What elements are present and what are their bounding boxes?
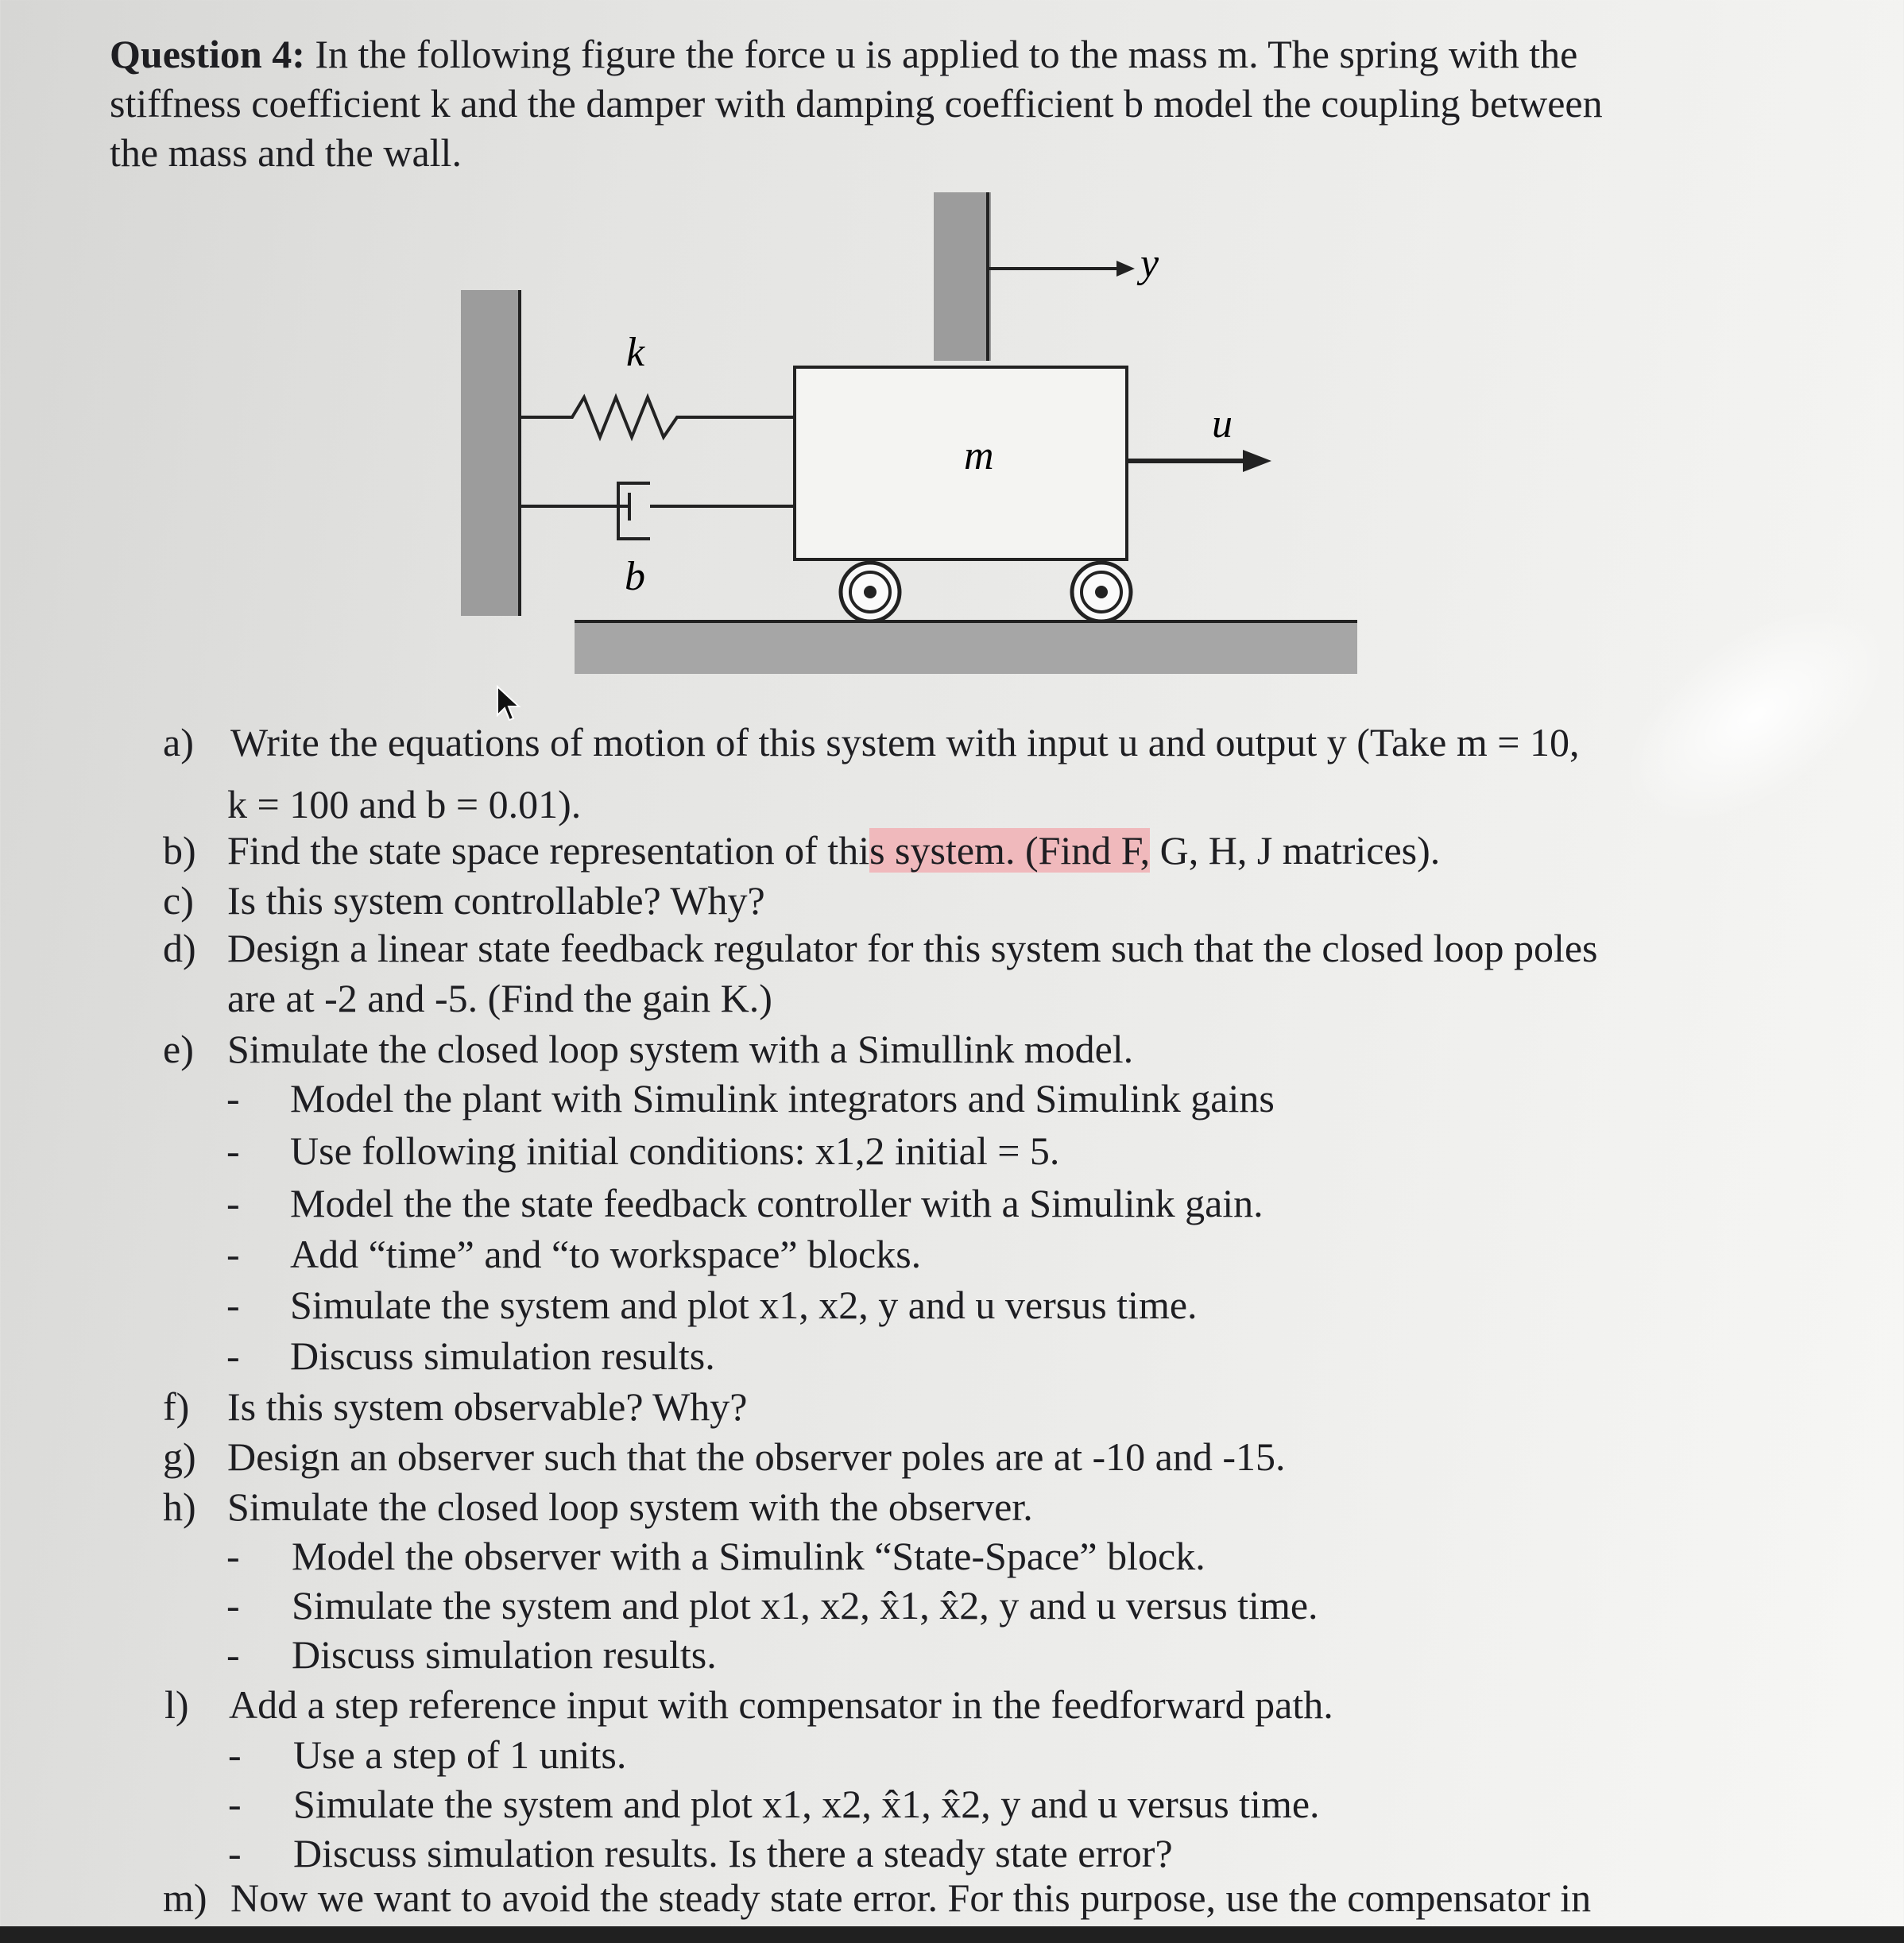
- item-letter: m): [163, 1875, 207, 1920]
- dash-bullet: -: [226, 1181, 240, 1225]
- sub-item-text: Discuss simulation results. Is there a steady state error?: [293, 1831, 1173, 1875]
- item-text: Now we want to avoid the steady state error. For this purpose, use the compensator in: [230, 1875, 1592, 1920]
- question-intro-1: In the following figure the force u is applied to the mass m. The spring with the: [315, 32, 1578, 76]
- dash-bullet: -: [228, 1732, 242, 1777]
- screen-bezel: [0, 1926, 1904, 1943]
- dash-bullet: -: [226, 1583, 240, 1628]
- item-text: Simulate the closed loop system with the observer.: [227, 1484, 1033, 1529]
- item-letter: c): [163, 878, 194, 923]
- item-b: [0, 826, 1904, 874]
- label-u: u: [1212, 401, 1233, 447]
- sub-item-text: Discuss simulation results.: [290, 1333, 715, 1378]
- dash-bullet: -: [226, 1534, 240, 1578]
- left-wall: [461, 290, 518, 616]
- dash-bullet: -: [226, 1076, 240, 1121]
- sub-item-text: Model the plant with Simulink integrators and Simulink gains: [290, 1076, 1275, 1121]
- question-line-3: the mass and the wall.: [110, 130, 462, 175]
- sub-item-text: Simulate the system and plot x1, x2, x̂1, x̂2, y and u versus time.: [292, 1583, 1318, 1628]
- top-wall: [934, 192, 991, 361]
- dash-bullet: -: [228, 1831, 242, 1875]
- sub-item-text: Use following initial conditions: x1,2 initial = 5.: [290, 1128, 1060, 1173]
- item-letter: h): [163, 1484, 196, 1529]
- sub-item-text: Discuss simulation results.: [292, 1632, 717, 1677]
- item-g: [0, 1433, 1904, 1480]
- item-d-line-2: are at -2 and -5. (Find the gain K.): [227, 976, 772, 1020]
- dash-bullet: -: [226, 1232, 240, 1276]
- question-line-2: stiffness coefficient k and the damper with damping coefficient b model the coupling between: [110, 81, 1603, 126]
- item-m: [0, 1874, 1904, 1922]
- item-text-end: G, H, J matrices).: [1150, 828, 1441, 873]
- item-letter: d): [163, 926, 196, 970]
- item-h: [0, 1483, 1904, 1531]
- ground: [575, 623, 1357, 674]
- item-f: [0, 1383, 1904, 1430]
- mass-block: [795, 367, 1127, 559]
- question-line-1: [110, 30, 1577, 78]
- item-letter: b): [163, 828, 196, 873]
- dash-bullet: -: [226, 1333, 240, 1378]
- label-k: k: [626, 330, 645, 375]
- y-arrow-head: [1116, 261, 1135, 277]
- item-letter: f): [163, 1384, 190, 1429]
- sub-item-text: Model the the state feedback controller with a Simulink gain.: [290, 1181, 1264, 1225]
- dash-bullet: -: [226, 1283, 240, 1327]
- damper: [520, 483, 795, 539]
- dash-bullet: -: [228, 1782, 242, 1826]
- dash-bullet: -: [226, 1128, 240, 1173]
- sub-item-text: Simulate the system and plot x1, x2, x̂1, x̂2, y and u versus time.: [293, 1782, 1320, 1826]
- item-text: Is this system observable? Why?: [227, 1384, 748, 1429]
- item-a: [0, 718, 1904, 766]
- sub-item-text: Use a step of 1 units.: [293, 1732, 627, 1777]
- screen-glare: [1587, 563, 1904, 867]
- wheel-left: [841, 563, 900, 621]
- sub-item-text: Simulate the system and plot x1, x2, y and u versus time.: [290, 1283, 1198, 1327]
- item-text: Simulate the closed loop system with a Simullink model.: [227, 1027, 1134, 1071]
- u-arrow-head: [1243, 450, 1271, 472]
- item-d: [0, 924, 1904, 972]
- label-y: y: [1140, 241, 1159, 286]
- wheel-right: [1072, 563, 1131, 621]
- sub-item-text: Model the observer with a Simulink “State-Space” block.: [292, 1534, 1205, 1578]
- item-l: [0, 1681, 1904, 1728]
- item-letter: g): [163, 1434, 196, 1479]
- item-text: Is this system controllable? Why?: [227, 878, 765, 923]
- question-label: Question 4:: [110, 32, 305, 76]
- mouse-pointer-icon: [494, 685, 523, 723]
- spring: [520, 397, 795, 437]
- label-m: m: [964, 433, 994, 478]
- item-text: Design a linear state feedback regulator for this system such that the closed loop poles: [227, 926, 1598, 970]
- item-text: Find the state space representation of thi: [227, 828, 870, 873]
- item-letter: a): [163, 720, 194, 764]
- highlighted-text: s system. (Find F,: [869, 828, 1151, 873]
- item-e: [0, 1025, 1904, 1073]
- item-text: Write the equations of motion of this system with input u and output y (Take m = 10,: [230, 720, 1580, 764]
- item-text: Add a step reference input with compensator in the feedforward path.: [229, 1682, 1333, 1727]
- item-text: Design an observer such that the observer poles are at -10 and -15.: [227, 1434, 1286, 1479]
- item-a-line-2: k = 100 and b = 0.01).: [227, 782, 582, 826]
- sub-item-text: Add “time” and “to workspace” blocks.: [290, 1232, 922, 1276]
- item-c: [0, 877, 1904, 924]
- dash-bullet: -: [226, 1632, 240, 1677]
- label-b: b: [625, 554, 645, 599]
- item-letter: l): [164, 1682, 189, 1727]
- mass-spring-damper-figure: [445, 183, 1399, 691]
- item-letter: e): [163, 1027, 194, 1071]
